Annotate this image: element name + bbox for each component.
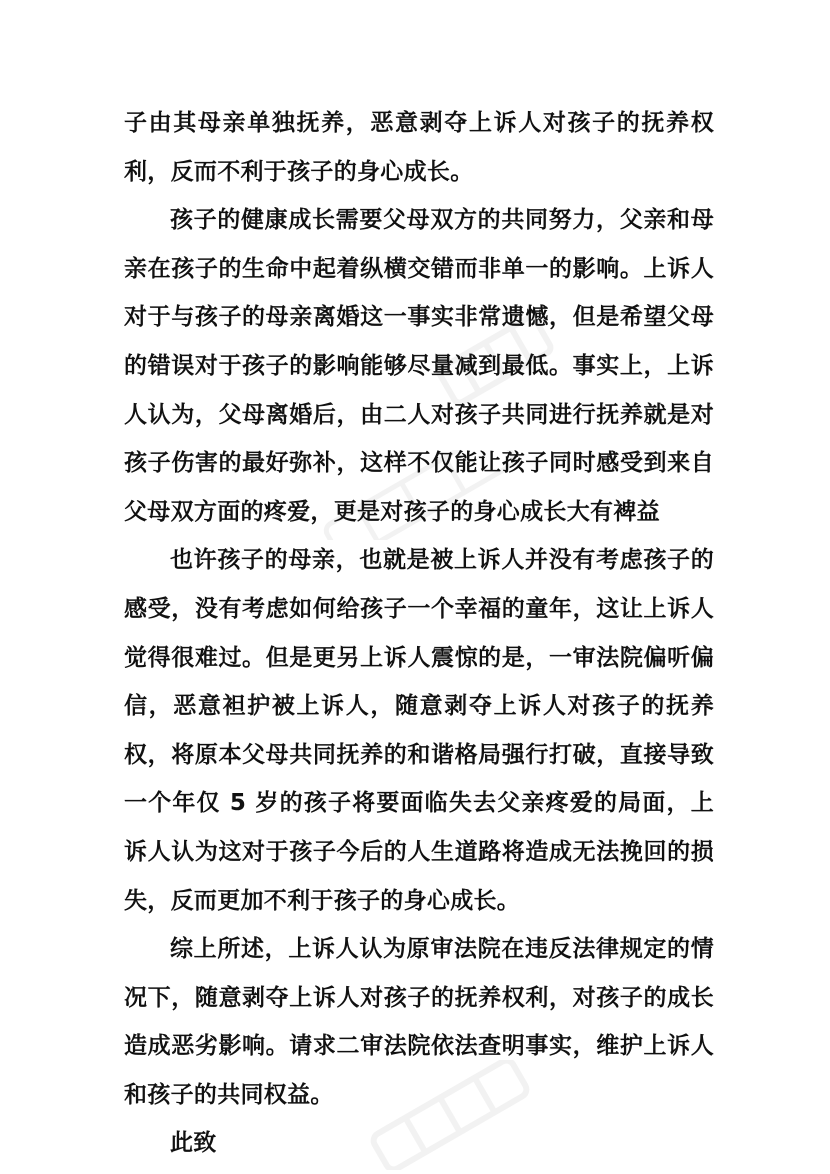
document-body: [124, 99, 714, 1168]
paragraph-conclusion: 综上所述，上诉人认为原审法院在违反法律规定的情况下，随意剥夺上诉人对孩子的抚养权利，对孩子的成长造成恶劣影响。请求二审法院依法查明事实，维护上诉人和孩子的共同权益。: [124, 936, 714, 1108]
paragraph-continuation: 子由其母亲单独抚养，恶意剥夺上诉人对孩子的抚养权利，反而不利于孩子的身心成长。: [124, 110, 714, 185]
paragraph-joint-upbringing: 孩子的健康成长需要父母双方的共同努力，父亲和母亲在孩子的生命中起着纵横交错而非单一的影响。上诉人对于与孩子的母亲离婚这一事实非常遗憾，但是希望父母的错误对于孩子的影响能够尽量减到最低。事实上，上诉人认为，父母离婚后，由二人对孩子共同进行抚养就是对孩子伤害的最好弥补，这样不仅能让孩子同时感受到来自父母双方面的疼爱，更是对孩子的身心成长大有裨益: [124, 207, 714, 525]
paragraph-first-instance-court: 也许孩子的母亲，也就是被上诉人并没有考虑孩子的感受，没有考虑如何给孩子一个幸福的童年，这让上诉人觉得很难过。但是更另上诉人震惊的是，一审法院偏听偏信，恶意袒护被上诉人，随意剥夺上诉人对孩子的抚养权，将原本父母共同抚养的和谐格局强行打破，直接导致一个年仅 5 岁的孩子将要面临失去父亲疼爱的局面，上诉人认为这对于孩子今后的人生道路将造成无法挽回的损失，反而更加不利于孩子的身心成长。: [124, 547, 714, 914]
paragraph-closing: 此致: [170, 1130, 217, 1157]
